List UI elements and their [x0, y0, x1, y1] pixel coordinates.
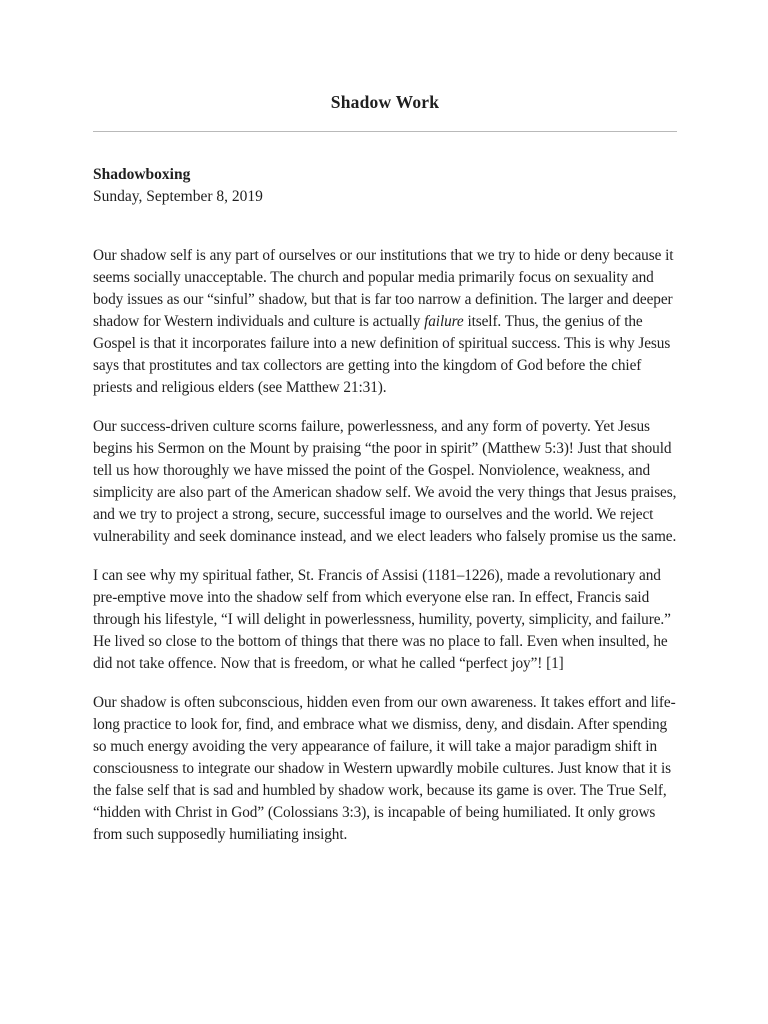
document-page [93, 0, 677, 863]
paragraph-1-emphasis: failure [424, 313, 464, 330]
post-date: Sunday, September 8, 2019 [93, 188, 263, 205]
paragraph-1-text-b: itself. Thus, the genius of the Gospel is that it incorporates failure into a new definition of spiritual success. This is why Jesus says that prostitutes and tax collectors are getting into the kingdom of God before the chief priests and religious elders (see Matthew 21:31). [93, 313, 671, 396]
paragraph-2: Our success-driven culture scorns failure, powerlessness, and any form of poverty. Yet Jesus begins his Sermon on the Mount by praising “the poor in spirit” (Matthew 5:3)! Just that should tell us how thoroughly we have missed the point of the Gospel. Nonviolence, weakness, and simplicity are also part of the American shadow self. We avoid the very things that Jesus praises, and we try to project a strong, secure, successful image to ourselves and the world. We reject vulnerability and seek dominance instead, and we elect leaders who falsely promise us the same. [93, 418, 677, 545]
article-body [93, 245, 677, 846]
paragraph-1 [93, 245, 677, 399]
document-title: Shadow Work [330, 92, 440, 112]
paragraph-3: I can see why my spiritual father, St. Francis of Assisi (1181–1226), made a revolutionary and pre-emptive move into the shadow self from which everyone else ran. In effect, Francis said through his lifestyle, “I will delight in powerlessness, humility, poverty, simplicity, and failure.” He lived so close to the bottom of things that there was no place to fall. Even when insulted, he did not take offence. Now that is freedom, or what he called “perfect joy”! [1] [93, 567, 671, 672]
paragraph-4: Our shadow is often subconscious, hidden even from our own awareness. It takes effort and life-long practice to look for, find, and embrace what we dismiss, deny, and disdain. After spending so much energy avoiding the very appearance of failure, it will take a major paradigm shift in consciousness to integrate our shadow in Western upwardly mobile cultures. Just know that it is the false self that is sad and humbled by shadow work, because its game is over. The True Self, “hidden with Christ in God” (Colossians 3:3), is incapable of being humiliated. It only grows from such supposedly humiliating insight. [93, 694, 676, 843]
title-divider [93, 131, 677, 132]
paragraph-1-text-a: Our shadow self is any part of ourselves or our institutions that we try to hide or deny because it seems socially unacceptable. The church and popular media primarily focus on sexuality and body issues as our “sinful” shadow, but that is far too narrow a definition. The larger and deeper shadow for Western individuals and culture is actually [93, 247, 674, 330]
post-title: Shadowboxing [93, 166, 191, 183]
